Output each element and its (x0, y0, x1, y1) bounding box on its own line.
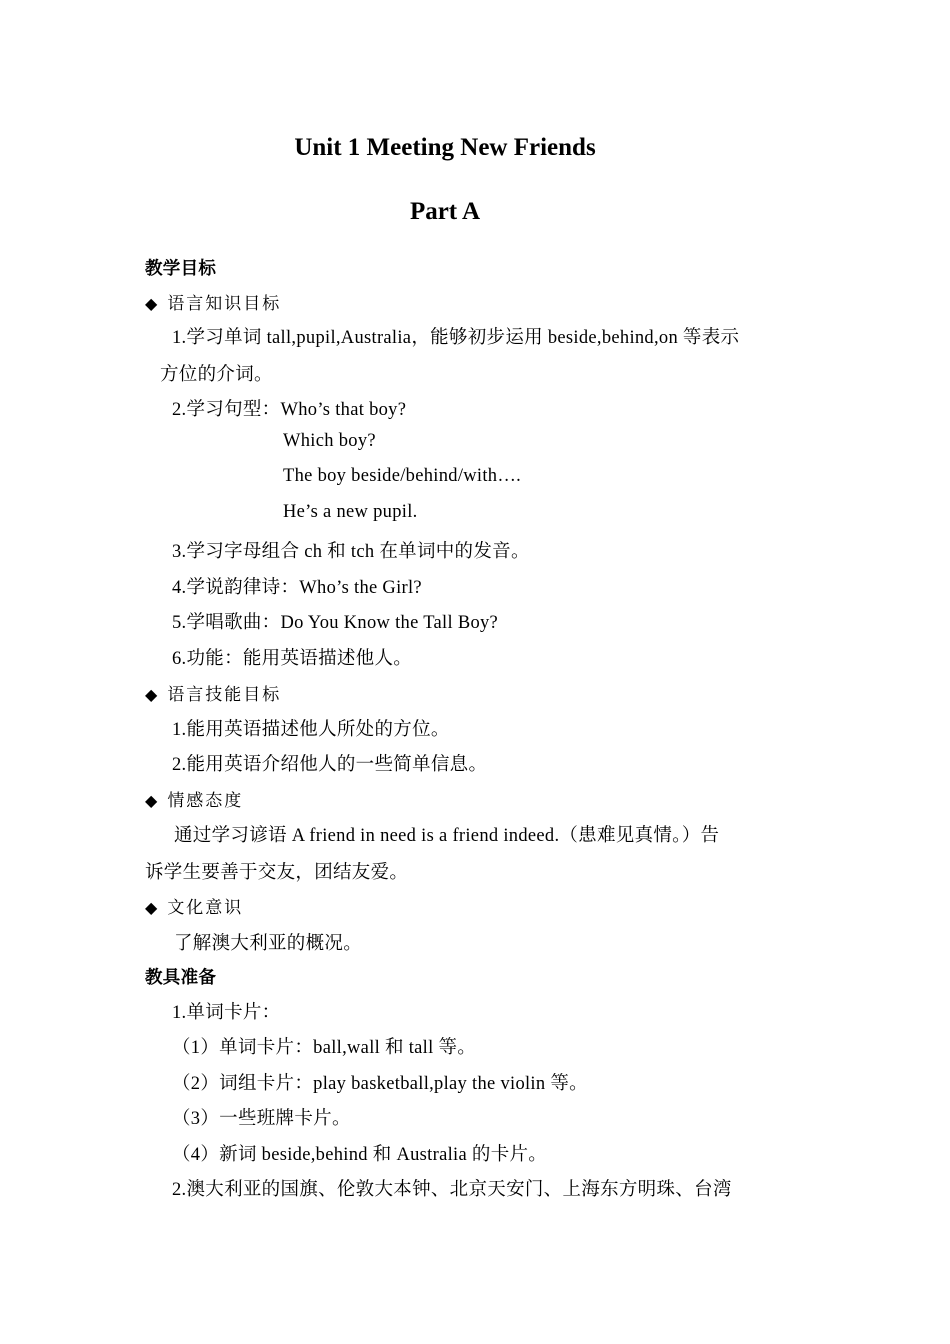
tool-line-1d: （4）新词 beside,behind 和 Australia 的卡片。 (172, 1145, 548, 1165)
bullet-text: 文化意识 (167, 898, 244, 918)
diamond-bullet-icon: ◆ (145, 898, 160, 917)
emotion-line-2: 诉学生要善于交友，团结友爱。 (145, 863, 409, 883)
bullet-text: 语言技能目标 (167, 685, 282, 705)
skill-line-2: 2.能用英语介绍他人的一些简单信息。 (172, 755, 488, 775)
goal-line-1b: 方位的介词。 (160, 365, 273, 385)
bullet-cultural-awareness (145, 893, 243, 918)
tool-line-1c: （3）一些班牌卡片。 (172, 1109, 351, 1129)
bullet-language-skills (145, 680, 281, 705)
goal-line-3: 3.学习字母组合 ch 和 tch 在单词中的发音。 (172, 542, 530, 562)
diamond-bullet-icon: ◆ (145, 294, 160, 313)
culture-line-1: 了解澳大利亚的概况。 (174, 934, 363, 954)
tool-line-2: 2.澳大利亚的国旗、伦敦大本钟、北京天安门、上海东方明珠、台湾 (172, 1180, 732, 1200)
document-subtitle: Part A (409, 198, 481, 225)
tool-line-1: 1.单词卡片： (172, 1003, 281, 1023)
tool-line-1a: （1）单词卡片：ball,wall 和 tall 等。 (172, 1038, 477, 1058)
goal-line-4: 4.学说韵律诗：Who’s the Girl? (172, 578, 422, 598)
bullet-emotion-attitude (145, 786, 243, 811)
tool-line-1b: （2）词组卡片：play basketball,play the violin 等。 (172, 1074, 588, 1094)
heading-teaching-tools: 教具准备 (145, 968, 217, 988)
emotion-line-1: 通过学习谚语 A friend in need is a friend indeed.（患难见真情。）告 (174, 826, 720, 846)
bullet-text: 情感态度 (167, 791, 244, 811)
bullet-text: 语言知识目标 (167, 294, 282, 314)
goal-line-2d: He’s a new pupil. (283, 502, 418, 522)
diamond-bullet-icon: ◆ (145, 685, 160, 704)
document-title: Unit 1 Meeting New Friends (294, 134, 596, 161)
diamond-bullet-icon: ◆ (145, 791, 160, 810)
heading-teaching-goals: 教学目标 (145, 259, 217, 279)
goal-line-5: 5.学唱歌曲：Do You Know the Tall Boy? (172, 613, 499, 633)
skill-line-1: 1.能用英语描述他人所处的方位。 (172, 720, 450, 740)
goal-line-1a: 1.学习单词 tall,pupil,Australia，能够初步运用 beside,behind,on 等表示 (172, 328, 740, 348)
goal-line-2: 2.学习句型：Who’s that boy? (172, 400, 407, 420)
goal-line-6: 6.功能：能用英语描述他人。 (172, 649, 413, 669)
goal-line-2b: Which boy? (283, 431, 376, 451)
goal-line-2c: The boy beside/behind/with…. (283, 466, 522, 486)
bullet-language-knowledge (145, 289, 281, 314)
